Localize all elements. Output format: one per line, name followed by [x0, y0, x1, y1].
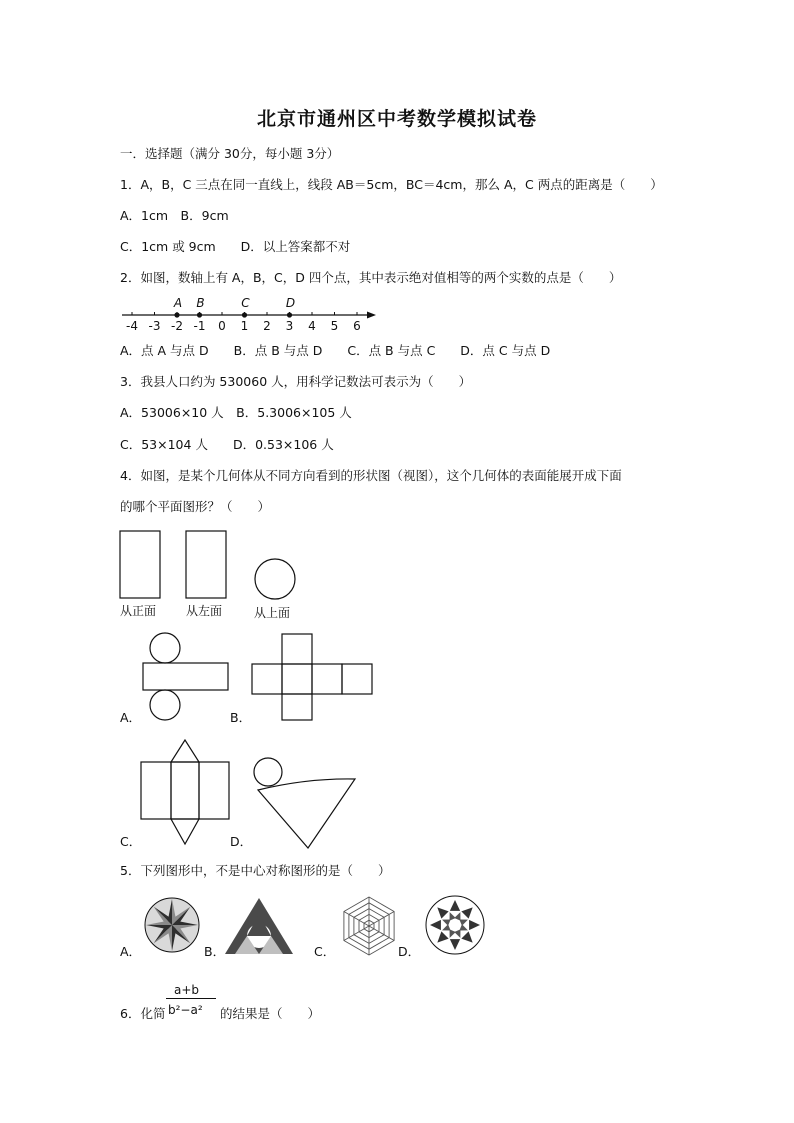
number-line-tick-label: 3 [285, 319, 294, 333]
question-3-stem: 3．我县人口约为 530060 人，用科学记数法可表示为（ ） [120, 374, 472, 389]
number-line-point-label: A [173, 296, 183, 310]
figure-c-hexagon-web [336, 896, 402, 956]
number-line-point [197, 312, 202, 317]
question-4-stem-line-2: 的哪个平面图形？（ ） [120, 499, 271, 514]
number-line-point [242, 312, 247, 317]
figure-a-star-circle [144, 896, 200, 956]
front-view-rectangle [120, 531, 160, 598]
question-5-option-d-label: D． [398, 944, 421, 959]
question-3-options-cd: C．53×104 人 D．0.53×106 人 [120, 437, 334, 452]
question-1-stem: 1．A，B，C 三点在同一直线上，线段 AB＝5cm，BC＝4cm，那么 A，C 两点的距离是（ ） [120, 177, 663, 192]
number-line-tick-label: -3 [148, 319, 161, 333]
number-line-tick-label: 4 [308, 319, 316, 333]
question-2-stem: 2．如图，数轴上有 A，B，C，D 四个点，其中表示绝对值相等的两个实数的点是（ ） [120, 270, 622, 285]
number-line-tick-label: -4 [126, 319, 138, 333]
number-line-point [174, 312, 179, 317]
question-3-options-ab: A．53006×10 人 B．5.3006×105 人 [120, 405, 352, 420]
question-4-option-b-label: B． [230, 710, 252, 725]
question-5-option-a-label: A． [120, 944, 142, 959]
question-1-options-ab: A．1cm B．9cm [120, 208, 229, 223]
question-5-stem: 5．下列图形中，不是中心对称图形的是（ ） [120, 863, 391, 878]
front-view-label: 从正面 [120, 604, 157, 618]
question-6-suffix: 的结果是（ ） [220, 1006, 321, 1021]
number-line-figure [118, 293, 378, 333]
number-line-tick-label: 1 [240, 319, 249, 333]
net-option-b [250, 632, 380, 722]
top-view-label: 从上面 [254, 606, 291, 620]
page-title: 北京市通州区中考数学模拟试卷 [256, 108, 537, 130]
question-1-options-cd: C．1cm 或 9cm D．以上答案都不对 [120, 239, 351, 254]
number-line-tick-label: -2 [171, 319, 183, 333]
number-line-point-label: D [285, 296, 296, 310]
section-heading: 一．选择题（满分 30分，每小题 3分） [120, 146, 340, 161]
number-line-tick-label: 2 [263, 319, 271, 333]
question-5-option-c-label: C． [314, 944, 336, 959]
left-view-label: 从左面 [186, 604, 223, 618]
question-5-option-b-label: B． [204, 944, 226, 959]
number-line-tick-label: 6 [353, 319, 361, 333]
question-4-stem-line-1: 4．如图，是某个几何体从不同方向看到的形状图（视图），这个几何体的表面能展开成下面 [120, 468, 622, 483]
number-line-point-label: B [196, 296, 205, 310]
question-2-options: A．点 A 与点 D B．点 B 与点 D C．点 B 与点 C D．点 C 与点 D [120, 343, 551, 358]
question-4-option-c-label: C． [120, 834, 142, 849]
number-line-tick-label: 0 [218, 319, 226, 333]
fraction-denominator: b²−a² [168, 1003, 203, 1017]
question-6-prefix: 6．化简 [120, 1006, 166, 1021]
number-line-arrow [367, 312, 376, 319]
net-option-d [252, 756, 362, 856]
number-line-tick-label: 5 [330, 319, 339, 333]
figure-d-pattern-circle [420, 894, 490, 958]
top-view-circle [255, 559, 295, 599]
fraction-numerator: a+b [174, 983, 200, 997]
three-view-figure [120, 531, 320, 601]
number-line-tick-label: -1 [193, 319, 206, 333]
net-option-c [138, 738, 238, 848]
question-4-option-a-label: A． [120, 710, 142, 725]
fraction-bar [166, 998, 216, 999]
number-line-point [287, 312, 292, 317]
question-4-option-d-label: D． [230, 834, 253, 849]
figure-b-triangle [224, 896, 294, 956]
number-line-point-label: C [241, 296, 250, 310]
left-view-rectangle [186, 531, 226, 598]
net-option-a [140, 632, 240, 722]
